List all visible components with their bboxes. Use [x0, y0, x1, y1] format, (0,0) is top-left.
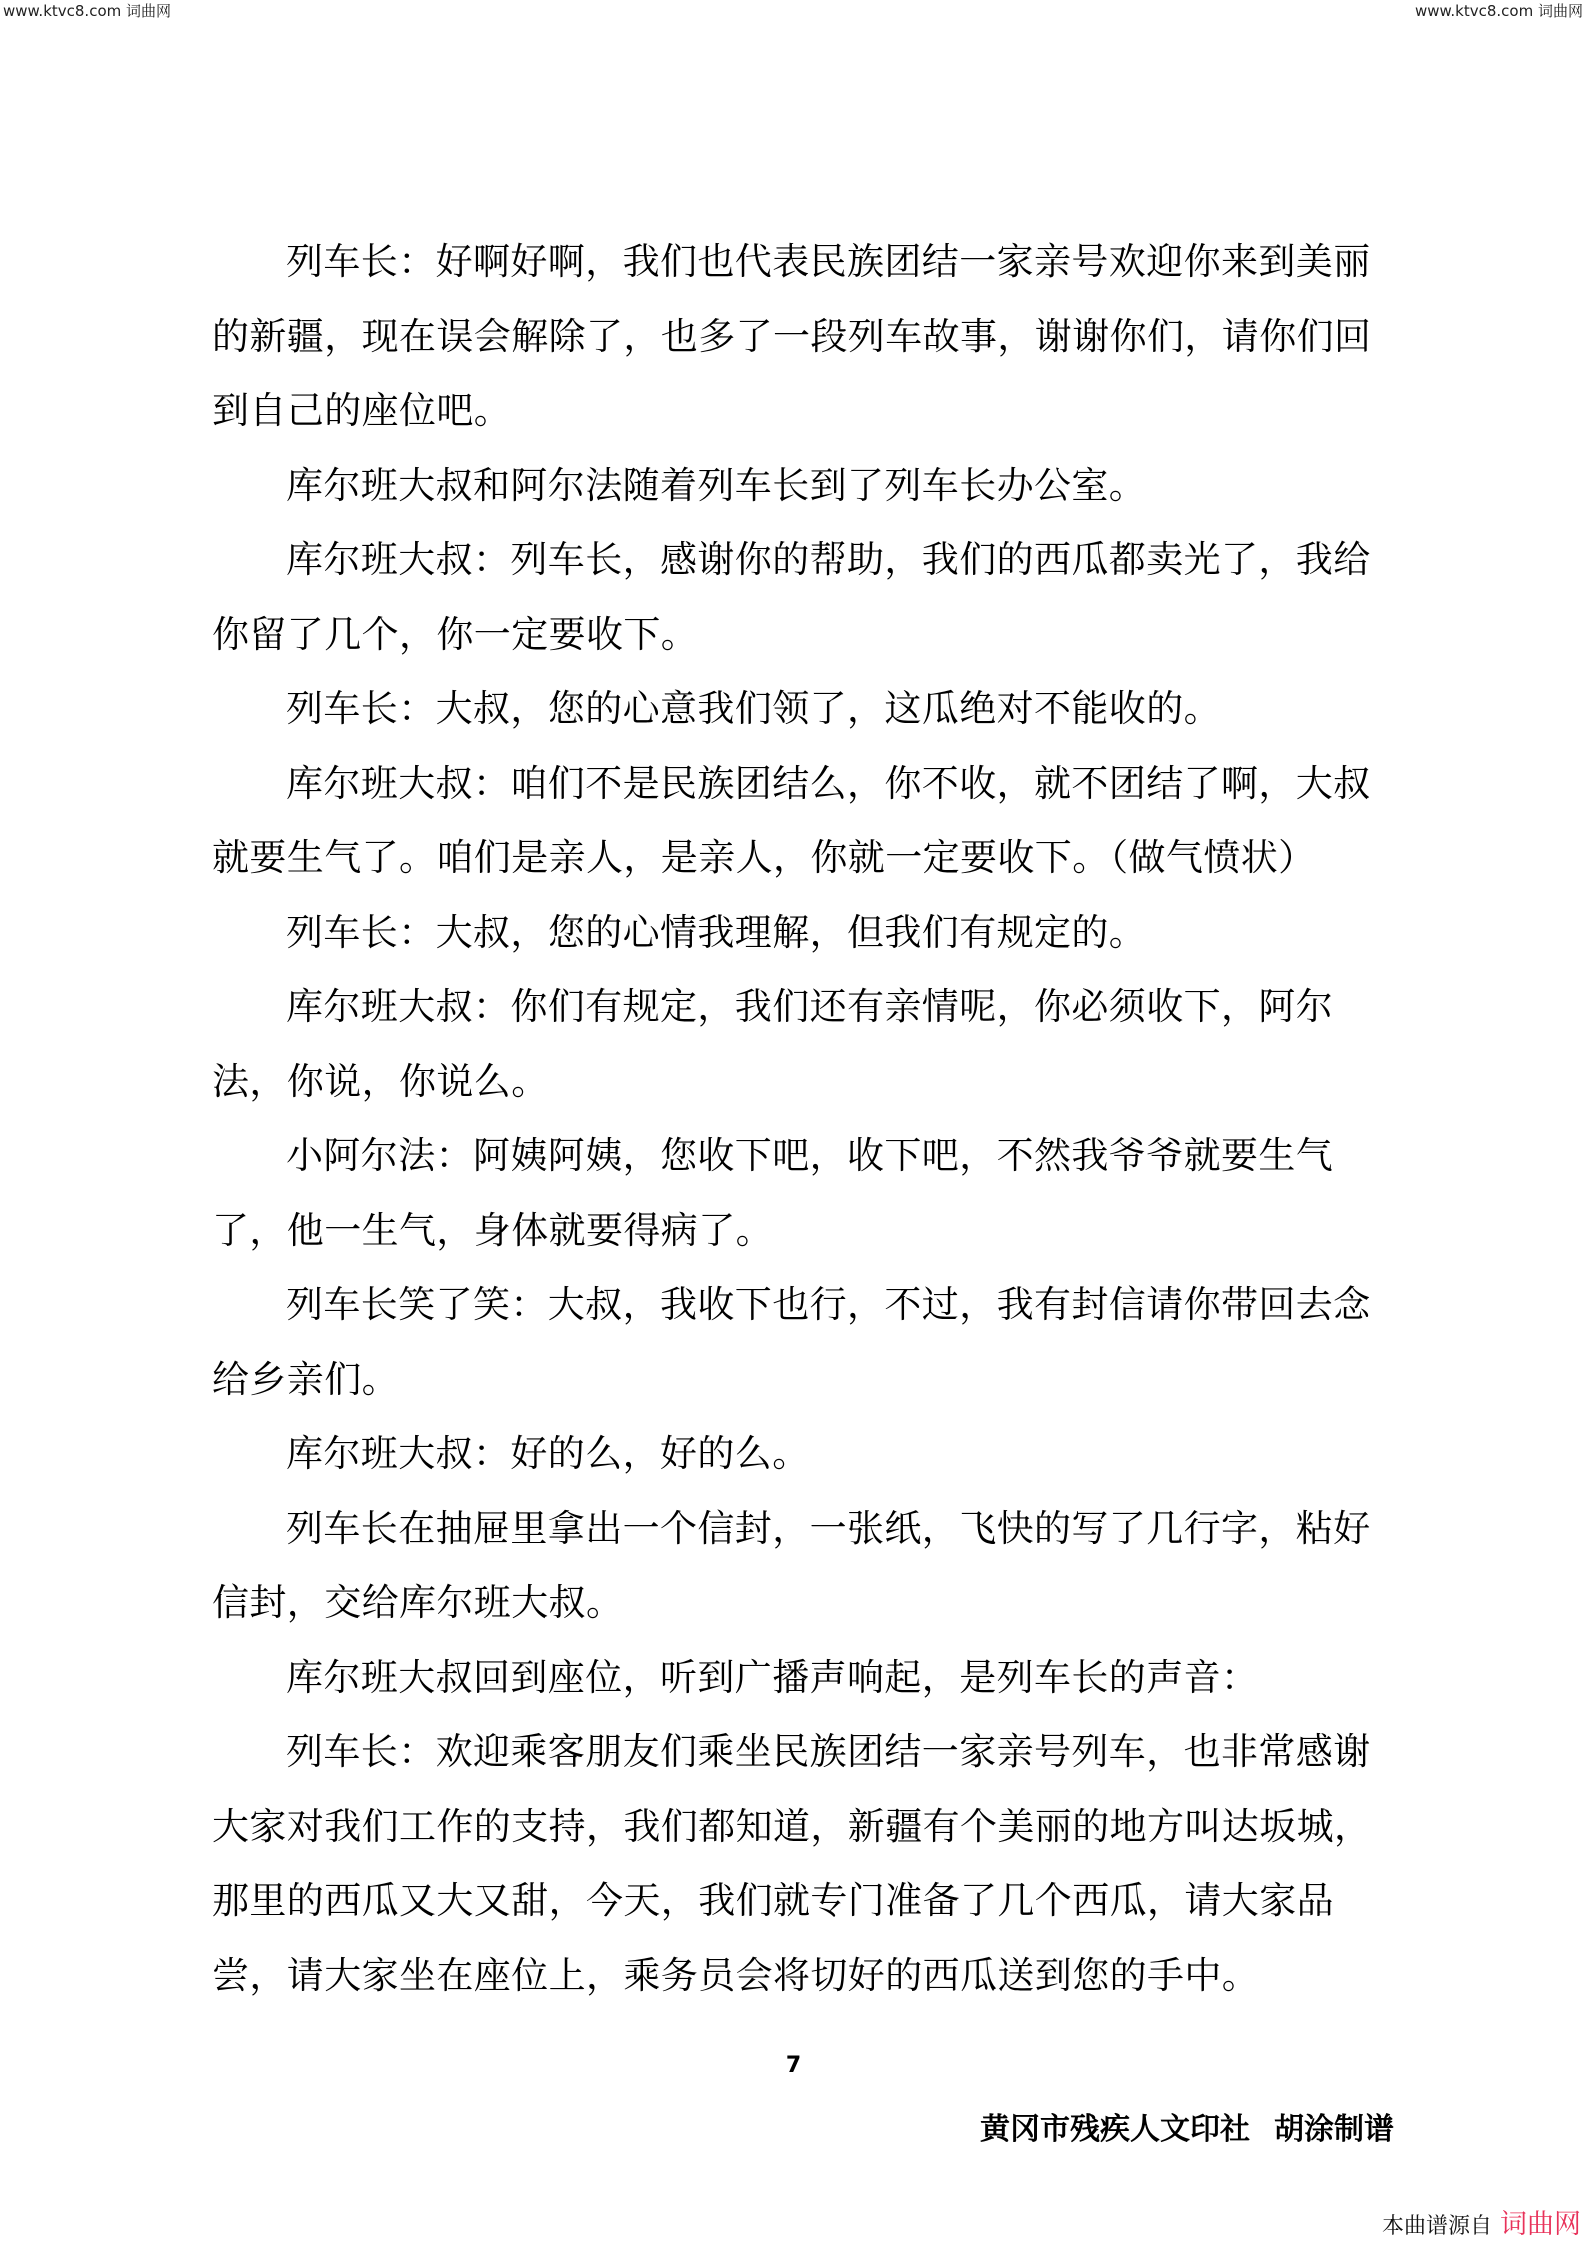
paragraph: 库尔班大叔：好的么，好的么。	[286, 1432, 810, 1475]
page-number: 7	[785, 2053, 802, 2078]
paragraph: 库尔班大叔和阿尔法随着列车长到了列车长办公室。	[286, 463, 1147, 507]
publisher-credit	[980, 2112, 1394, 2148]
paragraph: 库尔班大叔：列车长，感谢你的帮助，我们的西瓜都卖光了，我给你留了几个，你一定要收下。	[212, 538, 1371, 656]
paragraph: 列车长笑了笑：大叔，我收下也行，不过，我有封信请你带回去念给乡亲们。	[212, 1283, 1371, 1401]
paragraph: 列车长在抽屉里拿出一个信封，一张纸，飞快的写了几行字，粘好信封，交给库尔班大叔。	[212, 1506, 1371, 1624]
header-watermark-right: www.ktvc8.com 词曲网	[1414, 2, 1583, 20]
paragraph: 列车长：大叔，您的心意我们领了，这瓜绝对不能收的。	[286, 687, 1221, 730]
paragraph: 库尔班大叔：你们有规定，我们还有亲情呢，你必须收下，阿尔法，你说，你说么。	[212, 985, 1334, 1103]
script-body	[212, 225, 1376, 2013]
header-watermark-left: www.ktvc8.com 词曲网	[3, 2, 172, 20]
source-brand-link[interactable]: 词曲网	[1500, 2209, 1581, 2240]
publisher-name: 黄冈市残疾人文印社	[980, 2112, 1250, 2147]
paragraph: 库尔班大叔：咱们不是民族团结么，你不收，就不团结了啊，大叔就要生气了。咱们是亲人，是亲人，你就一定要收下。（做气愤状）	[212, 761, 1371, 879]
paragraph: 小阿尔法：阿姨阿姨，您收下吧，收下吧，不然我爷爷就要生气了，他一生气，身体就要得病了。	[212, 1134, 1334, 1252]
source-badge	[1382, 2211, 1581, 2241]
arranger-credit: 胡涂制谱	[1274, 2112, 1394, 2147]
paragraph: 列车长：好啊好啊，我们也代表民族团结一家亲号欢迎你来到美丽的新疆，现在误会解除了，也多了一段列车故事，谢谢你们，请你们回到自己的座位吧。	[212, 240, 1372, 432]
paragraph: 列车长：欢迎乘客朋友们乘坐民族团结一家亲号列车，也非常感谢大家对我们工作的支持，我们都知道，新疆有个美丽的地方叫达坂城，那里的西瓜又大又甜，今天，我们就专门准备了几个西瓜，请大家品尝，请大家坐在座位上，乘务员会将切好的西瓜送到您的手中。	[212, 1730, 1372, 1997]
source-label: 本曲谱源自	[1381, 2214, 1492, 2239]
paragraph: 列车长：大叔，您的心情我理解，但我们有规定的。	[286, 910, 1147, 954]
paragraph: 库尔班大叔回到座位，听到广播声响起，是列车长的声音：	[286, 1655, 1259, 1699]
